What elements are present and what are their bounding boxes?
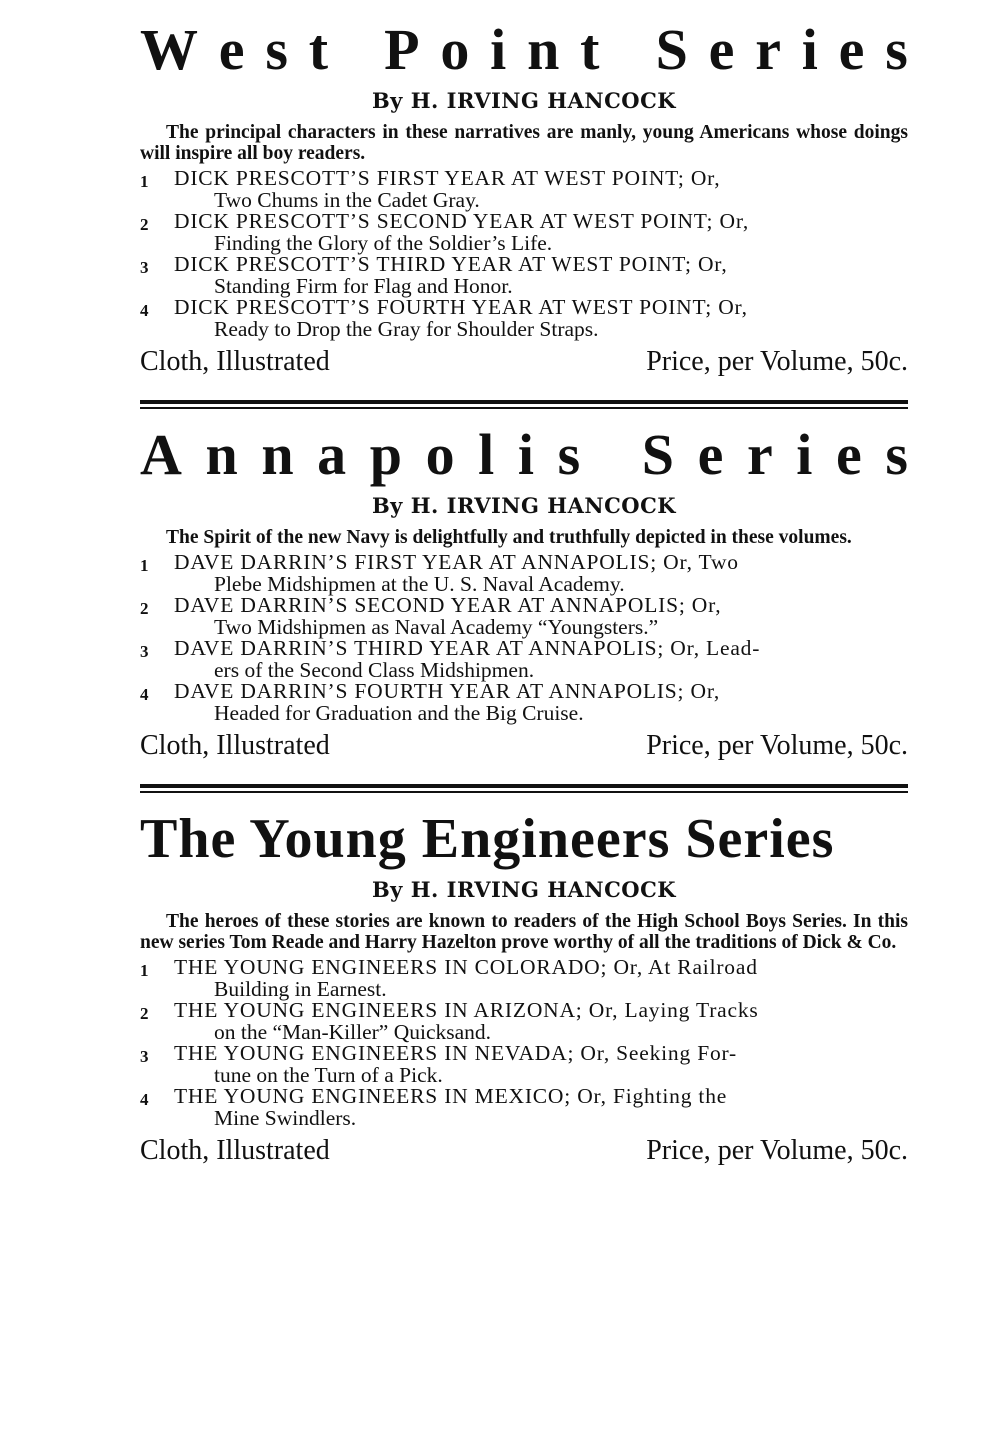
book-subtitle: Finding the Glory of the Soldier’s Life.	[214, 230, 553, 255]
series-annapolis	[140, 423, 908, 793]
title-letter: e	[836, 422, 862, 487]
book-title: DAVE DARRIN’S FIRST YEAR AT ANNAPOLIS; Or, Two	[174, 550, 739, 574]
book-title: THE YOUNG ENGINEERS IN ARIZONA; Or, Laying Tracks	[174, 998, 759, 1022]
list-item	[140, 1086, 908, 1129]
list-item	[140, 297, 908, 340]
title-letter: n	[527, 17, 560, 82]
title-letter: i	[490, 17, 507, 82]
book-subtitle: ers of the Second Class Midshipmen.	[214, 657, 535, 682]
series-title: The Young Engineers Series	[140, 808, 835, 870]
book-number: 4	[140, 1090, 149, 1109]
book-title: THE YOUNG ENGINEERS IN NEVADA; Or, Seeking For-	[174, 1041, 738, 1065]
advertisement-page	[140, 18, 908, 1167]
list-item	[140, 957, 908, 1000]
book-number: 4	[140, 685, 149, 704]
series-intro: The principal characters in these narratives are manly, young Americans whose doings will inspire all boy readers.	[140, 122, 908, 164]
series-byline: By H. IRVING HANCOCK	[371, 493, 677, 518]
list-item	[140, 552, 908, 595]
list-item	[140, 638, 908, 681]
title-letter: e	[708, 17, 735, 82]
list-item	[140, 211, 908, 254]
title-letter: i	[801, 17, 818, 82]
list-item	[140, 595, 908, 638]
title-letter: e	[697, 422, 724, 487]
series-title	[140, 423, 908, 487]
book-title: DICK PRESCOTT’S THIRD YEAR AT WEST POINT; Or,	[174, 252, 728, 276]
title-letter: r	[755, 17, 781, 82]
series-west-point	[140, 18, 908, 409]
title-letter: p	[369, 422, 402, 487]
title-letter: t	[580, 17, 600, 82]
book-subtitle: Headed for Graduation and the Big Cruise.	[214, 700, 584, 725]
list-item	[140, 168, 908, 211]
list-item	[140, 1000, 908, 1043]
title-letter: s	[885, 17, 908, 82]
book-number: 2	[140, 599, 149, 618]
title-letter: W	[140, 17, 198, 82]
book-title: DICK PRESCOTT’S FIRST YEAR AT WEST POINT; Or,	[174, 166, 721, 190]
title-space	[620, 18, 635, 82]
title-letter: A	[140, 422, 182, 487]
divider	[140, 784, 908, 788]
price-label: Price, per Volume, 50c.	[646, 1135, 908, 1166]
title-letter: n	[205, 422, 238, 487]
book-title: THE YOUNG ENGINEERS IN MEXICO; Or, Fighting the	[174, 1084, 728, 1108]
title-letter: i	[517, 422, 534, 487]
book-number: 3	[140, 258, 149, 277]
book-number: 3	[140, 1047, 149, 1066]
list-item	[140, 1043, 908, 1086]
title-space	[604, 423, 619, 487]
series-byline: By H. IRVING HANCOCK	[371, 88, 677, 113]
title-letter: P	[384, 17, 420, 82]
title-letter: e	[218, 17, 245, 82]
divider	[140, 791, 908, 793]
title-letter: e	[838, 17, 865, 82]
title-letter: S	[641, 422, 675, 487]
title-letter: s	[557, 422, 581, 487]
book-subtitle: Building in Earnest.	[214, 976, 387, 1001]
book-title: DICK PRESCOTT’S SECOND YEAR AT WEST POINT; Or,	[174, 209, 750, 233]
book-title: DICK PRESCOTT’S FOURTH YEAR AT WEST POINT; Or,	[174, 295, 748, 319]
series-young-engineers	[140, 807, 908, 1167]
series-footer	[140, 1135, 908, 1167]
title-letter: S	[655, 17, 688, 82]
divider	[140, 407, 908, 409]
book-title: DAVE DARRIN’S THIRD YEAR AT ANNAPOLIS; Or, Lead-	[174, 636, 761, 660]
book-subtitle: Two Midshipmen as Naval Academy “Youngsters.”	[214, 614, 659, 639]
book-number: 1	[140, 172, 149, 191]
title-letter: r	[746, 422, 773, 487]
divider	[140, 400, 908, 404]
book-subtitle: on the “Man-Killer” Quicksand.	[214, 1019, 492, 1044]
title-letter: a	[317, 422, 347, 487]
binding-label: Cloth, Illustrated	[140, 346, 330, 377]
series-byline: By H. IRVING HANCOCK	[371, 877, 677, 902]
book-number: 3	[140, 642, 149, 661]
book-subtitle: Two Chums in the Cadet Gray.	[214, 187, 480, 212]
book-number: 2	[140, 1004, 149, 1023]
list-item	[140, 681, 908, 724]
price-label: Price, per Volume, 50c.	[646, 346, 908, 377]
series-intro: The Spirit of the new Navy is delightfully and truthfully depicted in these volumes.	[166, 527, 852, 548]
title-letter: o	[440, 17, 470, 82]
book-number: 4	[140, 301, 149, 320]
title-letter: l	[478, 422, 495, 487]
book-subtitle: tune on the Turn of a Pick.	[214, 1062, 443, 1087]
title-letter: o	[425, 422, 455, 487]
book-subtitle: Standing Firm for Flag and Honor.	[214, 273, 513, 298]
binding-label: Cloth, Illustrated	[140, 1135, 330, 1166]
title-letter: s	[885, 422, 908, 487]
book-subtitle: Ready to Drop the Gray for Shoulder Straps.	[214, 316, 599, 341]
book-title: DAVE DARRIN’S SECOND YEAR AT ANNAPOLIS; Or,	[174, 593, 722, 617]
price-label: Price, per Volume, 50c.	[646, 730, 908, 761]
title-letter: s	[265, 17, 288, 82]
book-number: 2	[140, 215, 149, 234]
book-number: 1	[140, 556, 149, 575]
series-title	[140, 18, 908, 82]
book-title: DAVE DARRIN’S FOURTH YEAR AT ANNAPOLIS; Or,	[174, 679, 721, 703]
binding-label: Cloth, Illustrated	[140, 730, 330, 761]
title-letter: i	[796, 422, 813, 487]
book-subtitle: Plebe Midshipmen at the U. S. Naval Academy.	[214, 571, 625, 596]
book-title: THE YOUNG ENGINEERS IN COLORADO; Or, At Railroad	[174, 955, 758, 979]
book-number: 1	[140, 961, 149, 980]
list-item	[140, 254, 908, 297]
series-intro: The heroes of these stories are known to readers of the High School Boys Series. In this new series Tom Reade and Harry Hazelton prove worthy of all the traditions of Dick & Co.	[140, 911, 908, 953]
series-footer	[140, 346, 908, 378]
series-footer	[140, 730, 908, 762]
title-space	[349, 18, 364, 82]
title-letter: t	[308, 17, 329, 82]
title-letter: n	[261, 422, 294, 487]
book-subtitle: Mine Swindlers.	[214, 1105, 357, 1130]
